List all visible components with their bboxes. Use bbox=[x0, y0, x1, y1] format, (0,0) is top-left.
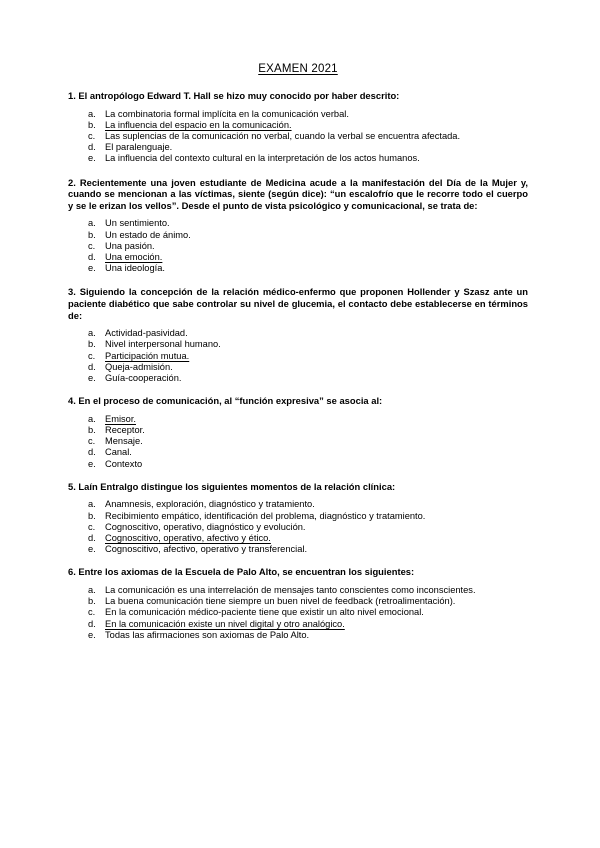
question-block bbox=[68, 286, 528, 384]
page-title bbox=[68, 62, 528, 76]
option-letter: b. bbox=[88, 425, 96, 435]
option-text: Anamnesis, exploración, diagnóstico y tratamiento. bbox=[105, 499, 315, 510]
option-item[interactable] bbox=[88, 607, 528, 618]
option-text: Un estado de ánimo. bbox=[105, 229, 191, 240]
option-text: La comunicación es una interrelación de mensajes tanto conscientes como inconscientes. bbox=[105, 585, 476, 596]
option-letter: c. bbox=[88, 240, 96, 251]
option-text-marked-answer: Emisor. bbox=[105, 413, 136, 424]
question-stem: 3. Siguiendo la concepción de la relación médico-enfermo que proponen Hollender y Szasz ante un paciente diabético que sabe controlar su nivel de glucemia, el contacto debe establecerse en términos de: bbox=[68, 286, 528, 321]
option-letter: e. bbox=[88, 629, 96, 640]
option-text: Mensaje. bbox=[105, 436, 143, 447]
option-letter: b. bbox=[88, 596, 96, 607]
question-block bbox=[68, 395, 528, 470]
option-text: Recibimiento empático, identificación del problema, diagnóstico y tratamiento. bbox=[105, 510, 426, 521]
question-stem: 5. Laín Entralgo distingue los siguientes momentos de la relación clínica: bbox=[68, 480, 396, 492]
option-letter: e. bbox=[88, 263, 96, 274]
option-list bbox=[68, 585, 528, 641]
option-letter: a. bbox=[88, 413, 96, 424]
option-list bbox=[68, 328, 528, 384]
option-item[interactable] bbox=[88, 218, 528, 229]
option-letter: a. bbox=[88, 218, 96, 229]
option-item[interactable] bbox=[88, 373, 528, 384]
option-letter: b. bbox=[88, 339, 96, 350]
option-item[interactable] bbox=[88, 533, 528, 544]
option-item[interactable] bbox=[88, 499, 528, 510]
option-text: En la comunicación médico-paciente tiene que existir un alto nivel emocional. bbox=[105, 607, 424, 618]
option-item[interactable] bbox=[88, 252, 528, 263]
option-item[interactable] bbox=[88, 544, 528, 555]
option-letter: d. bbox=[88, 142, 96, 153]
option-list bbox=[68, 499, 528, 555]
option-text: Contexto bbox=[105, 458, 143, 469]
option-text-marked-answer: Cognoscitivo, operativo, afectivo y ético. bbox=[105, 533, 271, 544]
option-letter: c. bbox=[88, 436, 96, 447]
option-letter: d. bbox=[88, 447, 96, 458]
option-text: El paralenguaje. bbox=[105, 142, 173, 153]
option-text: Actividad-pasividad. bbox=[105, 328, 188, 339]
option-item[interactable] bbox=[88, 362, 528, 373]
option-item[interactable] bbox=[88, 120, 528, 131]
option-item[interactable] bbox=[88, 230, 528, 241]
question-stem: 4. En el proceso de comunicación, al “función expresiva” se asocia al: bbox=[68, 395, 383, 407]
question-block bbox=[68, 481, 528, 556]
option-text: Un sentimiento. bbox=[105, 218, 170, 229]
question-block bbox=[68, 90, 528, 165]
option-item[interactable] bbox=[88, 596, 528, 607]
option-letter: c. bbox=[88, 521, 96, 532]
option-item[interactable] bbox=[88, 522, 528, 533]
option-text: Cognoscitivo, operativo, diagnóstico y evolución. bbox=[105, 521, 306, 532]
question-block bbox=[68, 177, 528, 275]
option-letter: d. bbox=[88, 361, 96, 372]
option-letter: b. bbox=[88, 510, 96, 521]
option-text-marked-answer: La influencia del espacio en la comunicación. bbox=[105, 119, 292, 130]
option-letter: c. bbox=[88, 131, 96, 141]
option-item[interactable] bbox=[88, 585, 528, 596]
option-item[interactable] bbox=[88, 436, 528, 447]
option-text: Cognoscitivo, afectivo, operativo y transferencial. bbox=[105, 544, 308, 555]
option-text: Queja-admisión. bbox=[105, 361, 173, 372]
option-letter: e. bbox=[88, 373, 96, 383]
option-letter: a. bbox=[88, 328, 96, 339]
option-item[interactable] bbox=[88, 459, 528, 470]
option-text: Una pasión. bbox=[105, 240, 155, 251]
option-item[interactable] bbox=[88, 339, 528, 350]
option-item[interactable] bbox=[88, 109, 528, 120]
question-block bbox=[68, 566, 528, 641]
question-stem: 1. El antropólogo Edward T. Hall se hizo muy conocido por haber descrito: bbox=[68, 90, 400, 101]
option-item[interactable] bbox=[88, 630, 528, 641]
option-item[interactable] bbox=[88, 263, 528, 274]
option-letter: b. bbox=[88, 119, 96, 130]
option-letter: e. bbox=[88, 153, 96, 164]
option-letter: d. bbox=[88, 618, 96, 629]
option-text: Todas las afirmaciones son axiomas de Palo Alto. bbox=[105, 629, 310, 640]
option-letter: d. bbox=[88, 252, 96, 262]
option-text-marked-answer: Participación mutua. bbox=[105, 350, 190, 361]
option-item[interactable] bbox=[88, 447, 528, 458]
option-letter: d. bbox=[88, 533, 96, 544]
option-text-marked-answer: En la comunicación existe un nivel digital y otro analógico. bbox=[105, 618, 345, 629]
option-item[interactable] bbox=[88, 142, 528, 153]
option-text: La combinatoria formal implícita en la comunicación verbal. bbox=[105, 108, 349, 119]
question-stem: 2. Recientemente una joven estudiante de Medicina acude a la manifestación del Día de la Mujer y, cuando se mencionan a las víctimas, siente (según dice): “un escalofrío que le recorre todo el cuerpo y se le erizan los vellos”. Desde el punto de vista psicológico y comunicacional, se trata de: bbox=[68, 176, 528, 211]
option-text: Las suplencias de la comunicación no verbal, cuando la verbal se encuentra afectada. bbox=[105, 131, 461, 141]
option-list bbox=[68, 109, 528, 165]
option-list bbox=[68, 218, 528, 274]
option-letter: c. bbox=[88, 350, 96, 361]
option-letter: a. bbox=[88, 108, 96, 119]
option-item[interactable] bbox=[88, 619, 528, 630]
option-item[interactable] bbox=[88, 328, 528, 339]
option-text: Una ideología. bbox=[105, 263, 165, 274]
option-item[interactable] bbox=[88, 241, 528, 252]
question-stem: 6. Entre los axiomas de la Escuela de Palo Alto, se encuentran los siguientes: bbox=[68, 566, 415, 578]
option-letter: a. bbox=[88, 585, 96, 596]
option-letter: a. bbox=[88, 499, 96, 510]
option-list bbox=[68, 414, 528, 470]
page-title-text: EXAMEN 2021 bbox=[258, 63, 338, 75]
option-text: Receptor. bbox=[105, 425, 145, 435]
option-letter: c. bbox=[88, 607, 96, 618]
questions-container bbox=[68, 90, 528, 641]
option-item[interactable] bbox=[88, 425, 528, 436]
option-item[interactable] bbox=[88, 511, 528, 522]
option-letter: e. bbox=[88, 544, 96, 555]
option-text: La influencia del contexto cultural en la interpretación de los actos humanos. bbox=[105, 153, 420, 164]
option-text: La buena comunicación tiene siempre un buen nivel de feedback (retroalimentación). bbox=[105, 596, 456, 607]
option-letter: e. bbox=[88, 458, 96, 469]
option-text-marked-answer: Una emoción. bbox=[105, 252, 163, 262]
option-item[interactable] bbox=[88, 153, 528, 164]
option-item[interactable] bbox=[88, 131, 528, 142]
option-item[interactable] bbox=[88, 351, 528, 362]
option-letter: b. bbox=[88, 229, 96, 240]
option-text: Guía-cooperación. bbox=[105, 373, 182, 383]
option-text: Canal. bbox=[105, 447, 132, 458]
option-item[interactable] bbox=[88, 414, 528, 425]
option-text: Nivel interpersonal humano. bbox=[105, 339, 221, 350]
